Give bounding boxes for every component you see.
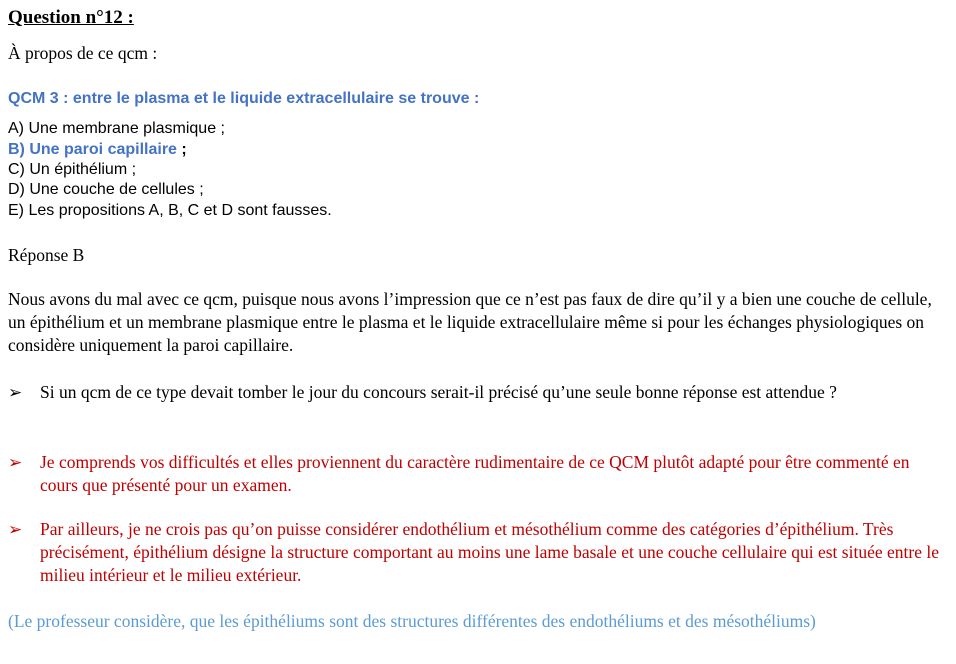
intro-text: À propos de ce qcm : [8, 43, 158, 63]
student-comment: Nous avons du mal avec ce qcm, puisque nous avons l’impression que ce n’est pas faux de dire qu’il y a bien une couche de cellule, un épithélium et un membrane plasmique entre le plasma et le liquide extracellulaire même si pour les échanges physiologiques on considère uniquement la paroi capillaire. [8, 289, 932, 355]
answer-text: Réponse B [8, 245, 85, 265]
question-title: Question n°12 : [8, 7, 134, 28]
option-d: D) Une couche de cellules ; [8, 181, 204, 198]
bullet-reply-2 [8, 518, 948, 587]
option-a: A) Une membrane plasmique ; [8, 120, 225, 137]
bullet-reply-2-text: Par ailleurs, je ne crois pas qu’on puisse considérer endothélium et mésothélium comme des catégories d’épithélium. Très précisément, épithélium désigne la structure comportant au moins une lame basale et une couche cellulaire qui est située entre le milieu intérieur et le milieu extérieur. [40, 519, 939, 585]
option-b-suffix: ; [176, 141, 187, 158]
arrow-bullet-icon: ➢ [8, 520, 23, 539]
option-b [8, 140, 187, 161]
arrow-bullet-icon: ➢ [8, 383, 23, 402]
option-c: C) Un épithélium ; [8, 161, 137, 178]
qcm-heading: QCM 3 : entre le plasma et le liquide extracellulaire se trouve : [8, 90, 480, 107]
bullet-question [8, 381, 948, 427]
arrow-bullet-icon: ➢ [8, 453, 23, 472]
bullet-reply-1 [8, 451, 948, 497]
bullet-reply-1-text: Je comprends vos difficultés et elles proviennent du caractère rudimentaire de ce QCM plutôt adapté pour être commenté en cours que présenté pour un examen. [40, 452, 910, 495]
option-b-label: B) Une paroi capillaire [8, 141, 177, 158]
option-e: E) Les propositions A, B, C et D sont fausses. [8, 202, 332, 219]
professor-note: (Le professeur considère, que les épithéliums sont des structures différentes des endothéliums et des mésothéliums) [8, 611, 816, 631]
bullet-question-text: Si un qcm de ce type devait tomber le jour du concours serait-il précisé qu’une seule bonne réponse est attendue ? [40, 382, 837, 402]
